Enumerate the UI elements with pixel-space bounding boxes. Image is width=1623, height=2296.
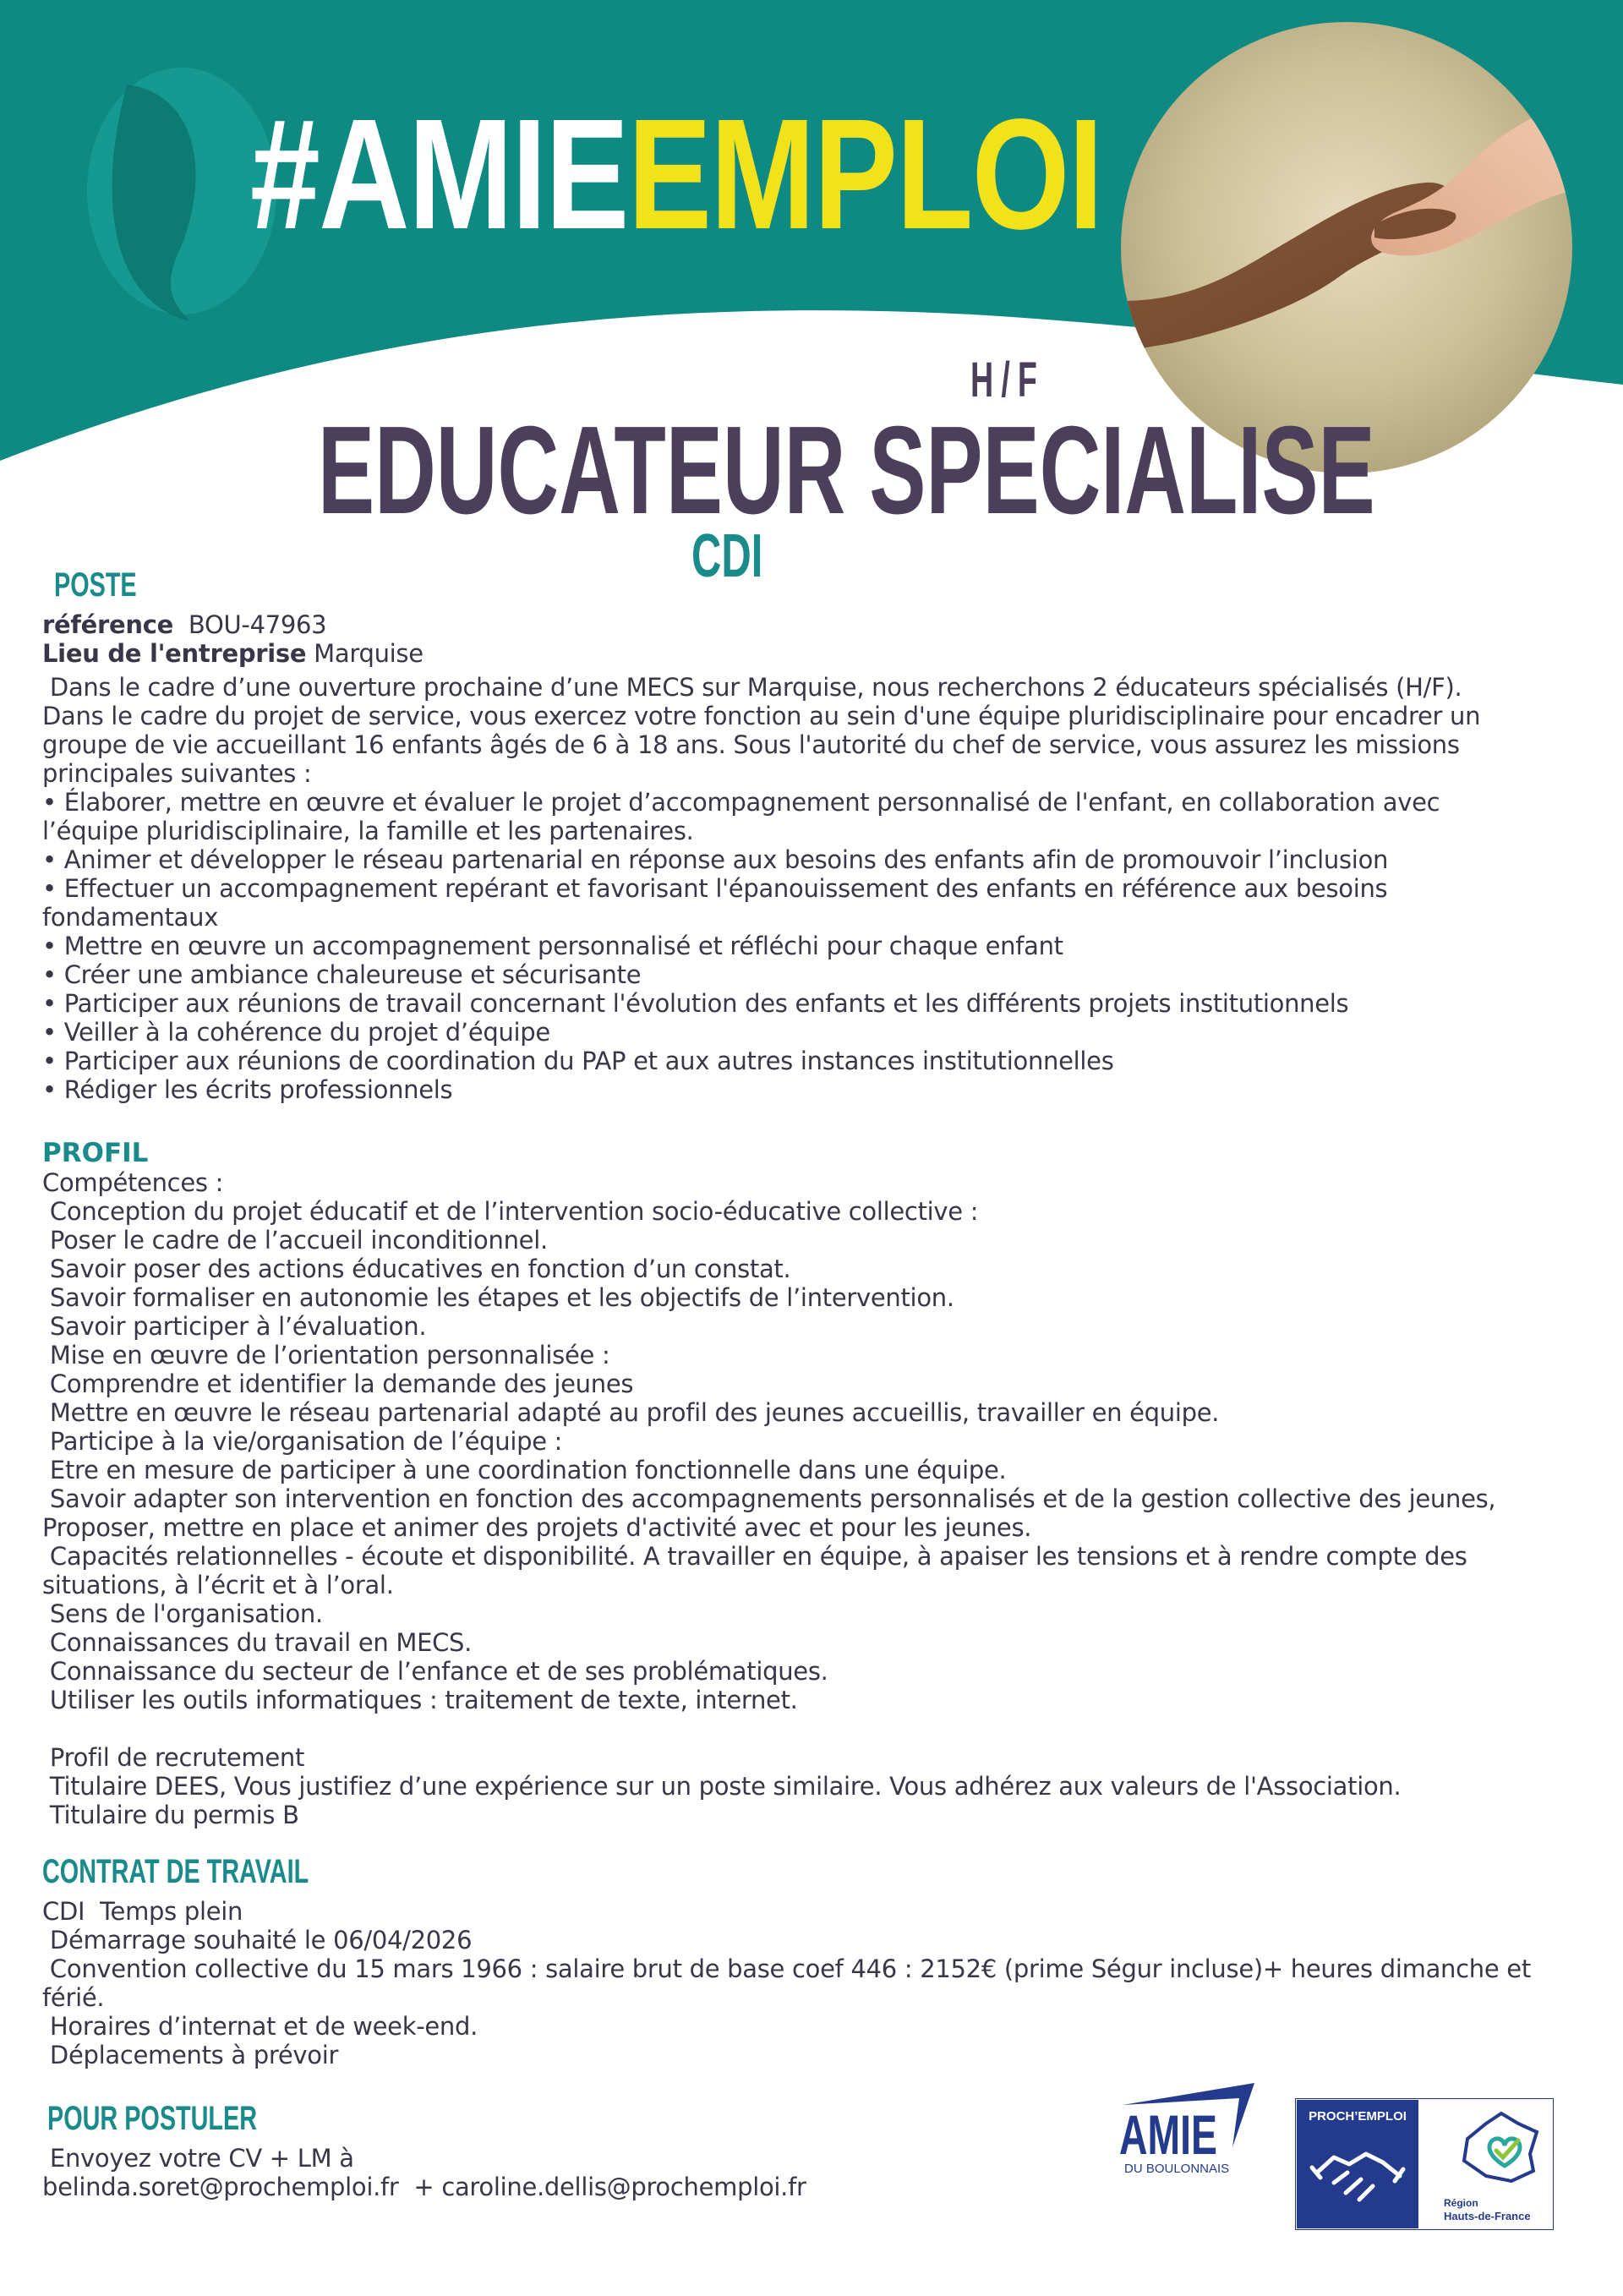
contrat-line: CDI Temps plein <box>42 1897 243 1926</box>
poste-line: • Participer aux réunions de coordination du PAP et aux autres instances institutionnelles <box>42 1047 1114 1075</box>
profil-line: Etre en mesure de participer à une coordination fonctionnelle dans une équipe. <box>42 1456 1007 1484</box>
poste-line: groupe de vie accueillant 16 enfants âgés de 6 à 18 ans. Sous l'autorité du chef de service, vous assurez les missions <box>42 730 1460 759</box>
contrat-line: Déplacements à prévoir <box>42 2041 339 2069</box>
profil-description <box>42 1168 1581 1829</box>
contrat-heading: CONTRAT DE TRAVAIL <box>42 1853 309 1890</box>
amie-logo <box>1106 2081 1261 2176</box>
gender-label: H/F <box>970 353 1046 407</box>
profil-line: Savoir poser des actions éducatives en fonction d’un constat. <box>42 1255 791 1283</box>
profil-line: Savoir adapter son intervention en fonction des accompagnements personnalisés et de la gestion collective des jeunes, <box>42 1484 1496 1513</box>
profil-line: Connaissances du travail en MECS. <box>42 1628 473 1657</box>
postuler-heading: POUR POSTULER <box>47 2100 258 2137</box>
profil-line: Compétences : <box>42 1168 224 1197</box>
contrat-line: Convention collective du 15 mars 1966 : salaire brut de base coef 446 : 2152€ (prime Ségur incluse)+ heures dimanche et <box>42 1954 1531 1983</box>
poste-line: • Participer aux réunions de travail concernant l'évolution des enfants et les différents projets institutionnels <box>42 989 1349 1018</box>
contrat-line: Horaires d’internat et de week-end. <box>42 2012 478 2041</box>
profil-line: Proposer, mettre en place et animer des projets d'activité avec et pour les jeunes. <box>42 1513 1032 1542</box>
contract-type: CDI <box>691 522 763 590</box>
poste-line: • Créer une ambiance chaleureuse et sécurisante <box>42 960 642 989</box>
poste-line: Dans le cadre du projet de service, vous exercez votre fonction au sein d'une équipe pluridisciplinaire pour encadrer un <box>42 702 1481 730</box>
reference-block <box>42 610 1581 668</box>
region-label-2: Hauts-de-France <box>1444 2210 1531 2222</box>
poste-line: Dans le cadre d’une ouverture prochaine d’une MECS sur Marquise, nous recherchons 2 éducateurs spécialisés (H/F). <box>42 673 1462 702</box>
profil-line: Titulaire du permis B <box>42 1801 299 1829</box>
poste-line: principales suivantes : <box>42 759 312 788</box>
poste-line: l’équipe pluridisciplinaire, la famille et les partenaires. <box>42 817 694 845</box>
postuler-line: Envoyez votre CV + LM à <box>42 2144 354 2173</box>
prochemploi-title: PROCH’EMPLOI <box>1309 2109 1407 2124</box>
profil-line: Comprendre et identifier la demande des jeunes <box>42 1369 634 1398</box>
region-label-1: Région <box>1444 2197 1478 2209</box>
lieu-label: Lieu de l'entreprise <box>42 639 307 668</box>
profil-line: Savoir formaliser en autonomie les étapes et les objectifs de l’intervention. <box>42 1283 954 1312</box>
profil-line: Profil de recrutement <box>42 1743 305 1772</box>
contrat-line: Démarrage souhaité le 06/04/2026 <box>42 1926 473 1954</box>
brand-hash: #AMIE <box>250 87 628 262</box>
poste-line: • Animer et développer le réseau partenarial en réponse aux besoins des enfants afin de promouvoir l’inclusion <box>42 845 1389 874</box>
profil-line: Savoir participer à l’évaluation. <box>42 1312 427 1341</box>
reference-value: BOU-47963 <box>188 610 327 639</box>
poste-heading: POSTE <box>54 566 137 604</box>
profil-line: Capacités relationnelles - écoute et disponibilité. A travailler en équipe, à apaiser les tensions et à rendre compte des <box>42 1542 1467 1571</box>
profil-line: Mise en œuvre de l’orientation personnalisée : <box>42 1341 610 1369</box>
job-title: EDUCATEUR SPECIALISE <box>318 401 1375 540</box>
amie-logo-text: AMIE <box>1119 2103 1217 2166</box>
poste-line: fondamentaux <box>42 903 219 932</box>
profil-heading: PROFIL <box>42 1138 149 1168</box>
profil-line: Connaissance du secteur de l’enfance et de ses problématiques. <box>42 1657 828 1686</box>
poste-line: • Effectuer un accompagnement repérant et favorisant l'épanouissement des enfants en référence aux besoins <box>42 874 1388 903</box>
profil-line: Poser le cadre de l’accueil inconditionnel. <box>42 1226 548 1255</box>
poste-description <box>42 673 1581 1104</box>
poste-line: • Rédiger les écrits professionnels <box>42 1075 453 1104</box>
poste-line: • Élaborer, mettre en œuvre et évaluer le projet d’accompagnement personnalisé de l'enfant, en collaboration avec <box>42 788 1440 817</box>
lieu-value: Marquise <box>314 639 424 668</box>
reference-label: référence <box>42 610 174 639</box>
contrat-line: férié. <box>42 1983 105 2012</box>
profil-line: Participe à la vie/organisation de l’équipe : <box>42 1427 563 1456</box>
contact-emails[interactable]: belinda.soret@prochemploi.fr + caroline.dellis@prochemploi.fr <box>42 2173 806 2201</box>
poste-line: • Veiller à la cohérence du projet d’équipe <box>42 1018 550 1047</box>
brand-wordmark <box>250 87 1102 262</box>
profil-line: Mettre en œuvre le réseau partenarial adapté au profil des jeunes accueillis, travailler en équipe. <box>42 1398 1220 1427</box>
profil-line: Sens de l'organisation. <box>42 1599 323 1628</box>
profil-line: Titulaire DEES, Vous justifiez d’une expérience sur un poste similaire. Vous adhérez aux valeurs de l'Association. <box>42 1772 1402 1801</box>
contrat-description <box>42 1897 1581 2069</box>
profil-line <box>42 1714 1581 1743</box>
profil-line: situations, à l’écrit et à l’oral. <box>42 1571 394 1599</box>
profil-line: Utiliser les outils informatiques : traitement de texte, internet. <box>42 1686 798 1714</box>
prochemploi-logo <box>1295 2098 1554 2230</box>
poste-line: • Mettre en œuvre un accompagnement personnalisé et réfléchi pour chaque enfant <box>42 932 1063 960</box>
profil-line: Conception du projet éducatif et de l’intervention socio-éducative collective : <box>42 1197 979 1226</box>
brand-emploi: EMPLOI <box>627 87 1102 262</box>
amie-logo-sub: DU BOULONNAIS <box>1124 2162 1230 2176</box>
